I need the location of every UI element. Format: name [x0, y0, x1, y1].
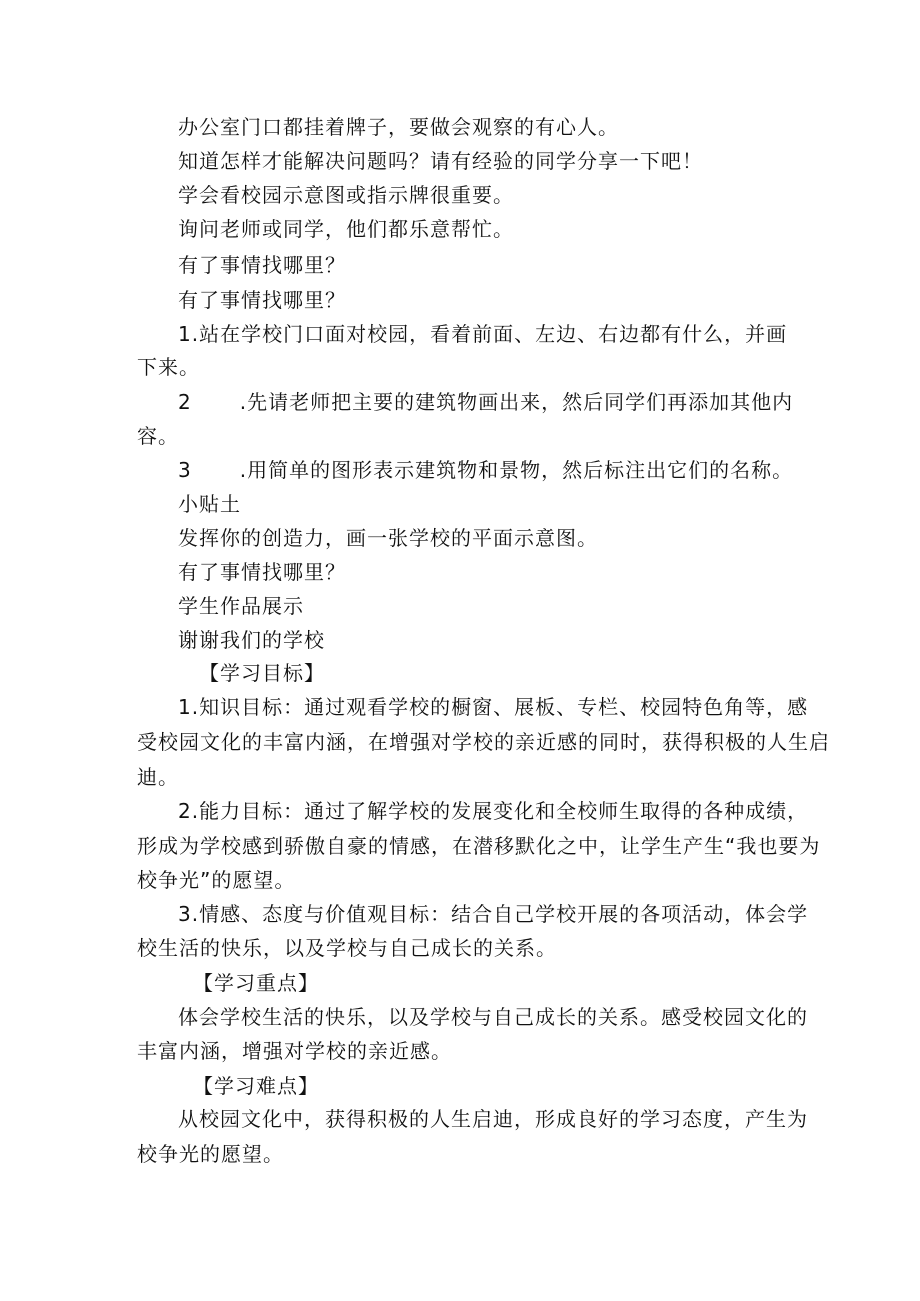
goals-heading: 【学习目标】: [199, 661, 325, 685]
goal-continuation: 校争光”的愿望。: [137, 868, 296, 892]
goal-number: 3: [178, 902, 192, 926]
focus-text: 体会学校生活的快乐，以及学校与自己成长的关系。感受校园文化的: [178, 1005, 808, 1029]
focus-continuation: 丰富内涵，增强对学校的亲近感。: [137, 1039, 452, 1063]
step-text: .用简单的图形表示建筑物和景物，然后标注出它们的名称。: [239, 458, 794, 482]
difficulty-heading: 【学习难点】: [193, 1074, 319, 1098]
tail-line: 谢谢我们的学校: [178, 628, 325, 652]
goal-continuation: 校生活的快乐，以及学校与自己成长的关系。: [137, 936, 557, 960]
step-number: 2: [178, 390, 192, 414]
goal-item: [178, 694, 808, 720]
tail-line: 有了事情找哪里？: [178, 560, 346, 584]
intro-line: 办公室门口都挂着牌子，要做会观察的有心人。: [178, 115, 619, 139]
step-text: .先请老师把主要的建筑物画出来，然后同学们再添加其他内: [239, 390, 794, 414]
intro-line: 询问老师或同学，他们都乐意帮忙。: [178, 217, 514, 241]
tail-line: 发挥你的创造力，画一张学校的平面示意图。: [178, 526, 598, 550]
tip-title: 小贴土: [178, 492, 241, 516]
goal-continuation: 形成为学校感到骄傲自豪的情感，在潜移默化之中，让学生产生“我也要为: [137, 834, 821, 858]
step-item: [178, 457, 793, 483]
intro-line: 学会看校园示意图或指示牌很重要。: [178, 183, 514, 207]
focus-heading: 【学习重点】: [193, 971, 319, 995]
step-item: [178, 389, 793, 415]
step-number: 3: [178, 458, 192, 482]
intro-line: 有了事情找哪里？: [178, 253, 346, 277]
step-text: .站在学校门口面对校园，看着前面、左边、右边都有什么，并画: [191, 322, 788, 346]
goal-text: .能力目标：通过了解学校的发展变化和全校师生取得的各种成绩，: [191, 799, 809, 823]
goal-number: 2: [178, 799, 192, 823]
tail-line: 学生作品展示: [178, 594, 304, 618]
step-number: 1: [178, 322, 192, 346]
goal-text: .知识目标：通过观看学校的橱窗、展板、专栏、校园特色角等，感: [191, 695, 809, 719]
step-continuation: 容。: [137, 424, 179, 448]
intro-line: 知道怎样才能解决问题吗？请有经验的同学分享一下吧！: [178, 149, 703, 173]
goal-item: [178, 798, 808, 824]
difficulty-text: 从校园文化中，获得积极的人生启迪，形成良好的学习态度，产生为: [178, 1107, 808, 1131]
goal-continuation: 受校园文化的丰富内涵，在增强对学校的亲近感的同时，获得积极的人生启: [137, 730, 830, 754]
intro-line: 有了事情找哪里？: [178, 288, 346, 312]
goal-continuation: 迪。: [137, 765, 179, 789]
goal-item: [178, 901, 808, 927]
goal-text: .情感、态度与价值观目标：结合自己学校开展的各项活动，体会学: [191, 902, 809, 926]
step-continuation: 下来。: [137, 355, 200, 379]
goal-number: 1: [178, 695, 192, 719]
difficulty-continuation: 校争光的愿望。: [137, 1142, 284, 1166]
step-item: [178, 321, 787, 347]
